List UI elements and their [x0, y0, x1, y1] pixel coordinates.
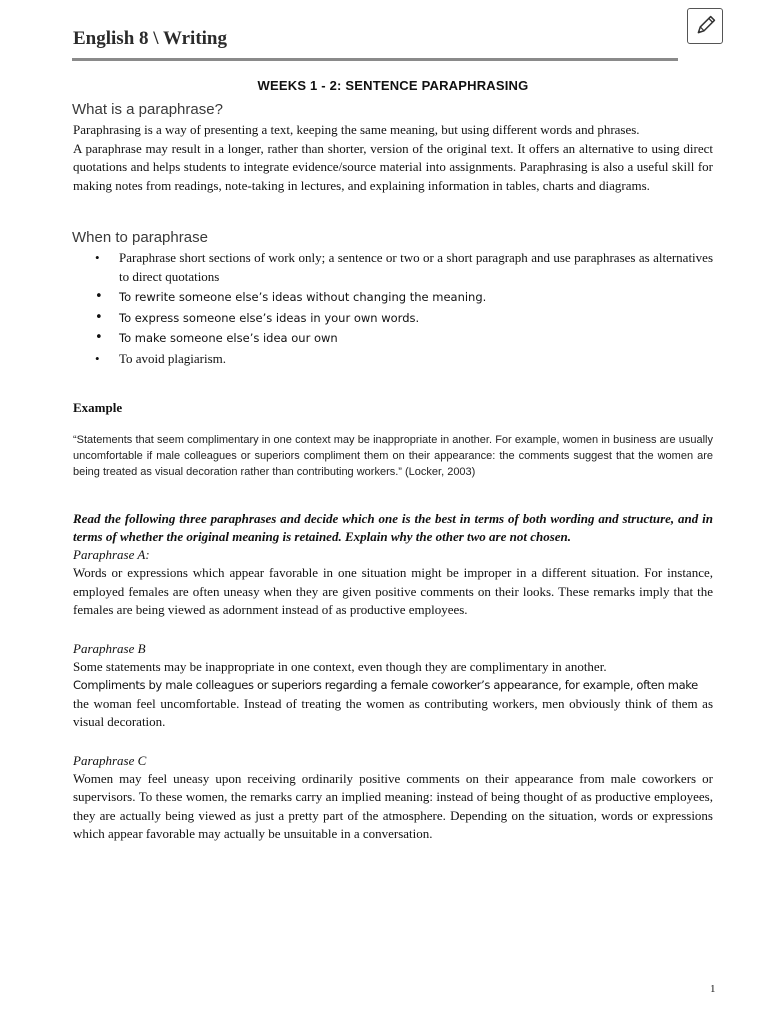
header-title: English 8 \ Writing	[73, 28, 227, 49]
paraphrase-b-label: Paraphrase B	[73, 640, 146, 656]
list-item: • To express someone else’s ideas in your own words.	[119, 309, 713, 328]
list-item: • To make someone else’s idea our own	[119, 329, 713, 348]
when-to-heading: When to paraphrase	[72, 229, 208, 246]
what-is-heading: What is a paraphrase?	[72, 101, 223, 118]
paraphrase-c-label: Paraphrase C	[73, 752, 147, 768]
paraphrase-b-text-1: Some statements may be inappropriate in one context, even though they are complimentary in another.	[73, 658, 607, 674]
paraphrase-a-label: Paraphrase A:	[73, 547, 150, 562]
paraphrase-b-text-2: Compliments by male colleagues or superiors regarding a female coworker’s appearance, for example, often make	[73, 678, 698, 692]
when-to-list	[73, 249, 713, 368]
list-item: • Paraphrase short sections of work only; a sentence or two or a short paragraph and use paraphrases as alternatives to direct quotations	[119, 249, 713, 286]
list-item: • To rewrite someone else’s ideas without changing the meaning.	[119, 288, 713, 307]
what-is-paragraph-2: A paraphrase may result in a longer, rather than shorter, version of the original text. It offers an alternative to using direct quotations and helps students to integrate evidence/source material into assignments. Paraphrasing is also a useful skill for making notes from readings, note-taking in lectures, and explaining information in tables, charts and diagrams.	[73, 140, 713, 193]
header-rule	[72, 58, 678, 61]
page-number: 1	[710, 983, 716, 995]
edit-icon[interactable]	[687, 8, 723, 44]
example-quote: “Statements that seem complimentary in one context may be inappropriate in another. For example, women in business are usually uncomfortable if male colleagues or superiors compliment them on their appearance: the comments suggest that the women are being treated as visual decoration rather than contributing workers.” (Locker, 2003)	[73, 434, 713, 478]
example-heading: Example	[73, 400, 123, 415]
instruction-text: Read the following three paraphrases and decide which one is the best in terms of both wording and structure, and in terms of whether the original meaning is retained. Explain why the other two are not chosen.	[73, 511, 713, 544]
document-body	[73, 78, 713, 844]
paraphrase-a-text: Words or expressions which appear favorable in one situation might be improper in a different situation. For instance, employed females are often uneasy when they are given positive comments on their looks. These remarks imply that the females are being viewed as adornment instead of as productive employees.	[73, 565, 713, 617]
paraphrase-c-text: Women may feel uneasy upon receiving ordinarily positive comments on their appearance from male coworkers or supervisors. To these women, the remarks carry an implied meaning: instead of being thought of as productive employees, they are actually being viewed as just a pretty part of the atmosphere. Depending on the situation, words or expressions which appear favorable may actually be unsuitable in a conversation.	[73, 770, 713, 841]
paraphrase-b-text-3: the woman feel uncomfortable. Instead of treating the women as contributing workers, men obviously think of them as visual decoration.	[73, 695, 713, 729]
list-item: • To avoid plagiarism.	[119, 350, 713, 369]
week-title: WEEKS 1 - 2: SENTENCE PARAPHRASING	[257, 78, 529, 93]
what-is-paragraph-1: Paraphrasing is a way of presenting a text, keeping the same meaning, but using different words and phrases.	[73, 122, 640, 137]
